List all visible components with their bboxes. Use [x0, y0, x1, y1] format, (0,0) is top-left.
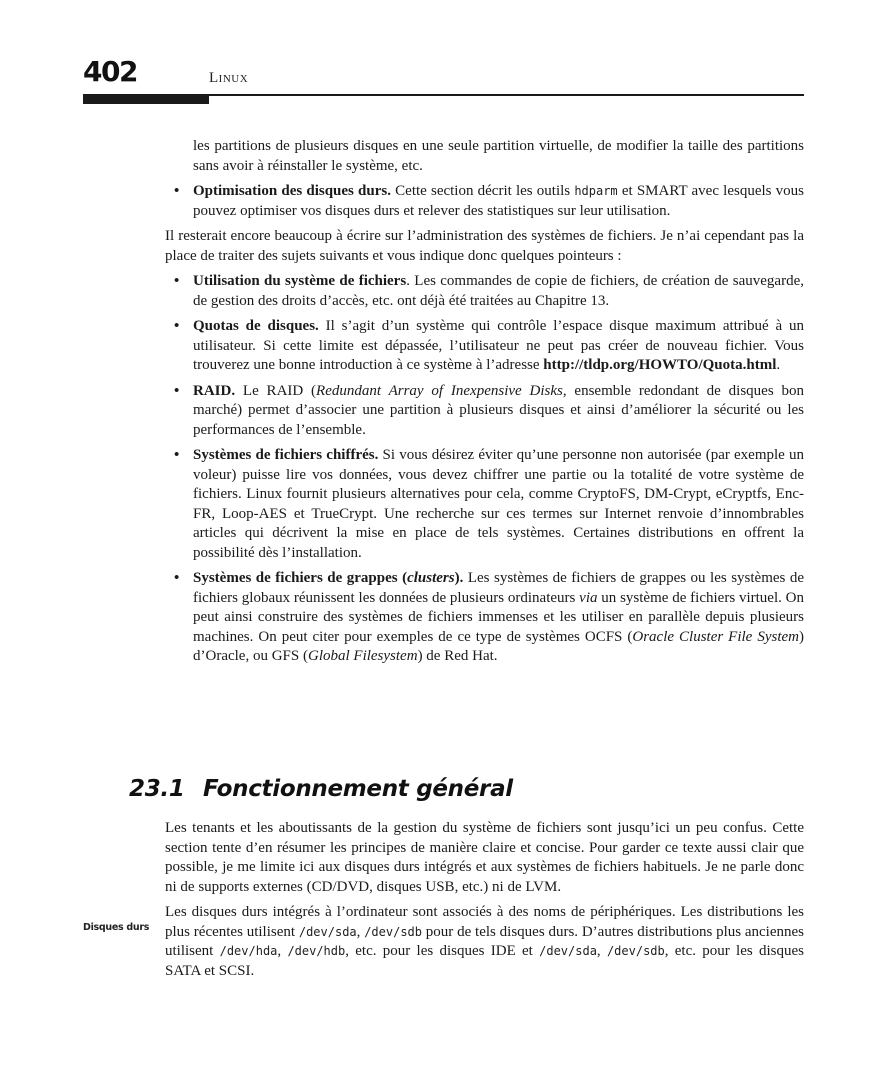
- list-item: [165, 182, 804, 221]
- item-text: Si vous désirez éviter qu’une personne non autorisée (par exemple un voleur) puisse lire vos données, vous devez chiffrer une partie ou la totalité de votre système de fichiers. Linux fournit plusieurs alternatives pour cela, comme CryptoFS, DM-Crypt, eCryptfs, Enc-FR, Loop-AES et TrueCrypt. Une recherche sur ces termes sur Internet renvoie d’innombrables articles qui décrivent la mise en place de tels systèmes. Certaines distributions en offrent la possibilité dès l’installation.: [193, 447, 804, 561]
- list-item: [165, 382, 804, 441]
- item-term: Utilisation du système de fichiers: [193, 273, 407, 289]
- inline-code: /dev/hda: [219, 944, 278, 958]
- list-item: [165, 446, 804, 563]
- item-text: Cette section décrit les outils: [390, 183, 575, 199]
- item-text: Le RAID (: [235, 382, 317, 399]
- item-text: Les systèmes de fichiers de grappes ou les systèmes de fichiers globaux réunissent les données de plusieurs ordinateurs: [193, 570, 804, 606]
- term-italic: clusters: [407, 570, 455, 586]
- item-text: ) de Red Hat.: [417, 648, 498, 664]
- item-text: un système de fichiers virtuel. On peut ainsi construire des systèmes de fichiers immenses et les utiliser en parallèle depuis plusieurs machines. On peut citer pour exemples de ce type de systèmes OCFS (: [193, 589, 804, 645]
- text-run: Les disques durs intégrés à l’ordinateur sont associés à des noms de périphériques. Les distributions les plus récentes utilisent: [165, 904, 804, 940]
- item-text: ) d’Oracle, ou GFS (: [193, 628, 804, 664]
- bullet-list: [165, 272, 804, 667]
- section-title: Fonctionnement général: [203, 776, 513, 802]
- text-run: ,: [596, 943, 607, 959]
- italic-term: Global Filesystem: [307, 648, 418, 664]
- italic-term: via: [579, 589, 598, 606]
- inline-code: /dev/sda: [539, 944, 597, 958]
- header-rule-bar: [83, 95, 209, 104]
- intro-continuation: les partitions de plusieurs disques en une seule partition virtuelle, de modifier la taille des partitions sans avoir à réinstaller le système, etc.: [193, 138, 804, 174]
- inline-code: /dev/sdb: [606, 944, 665, 958]
- running-title: Linux: [209, 70, 249, 86]
- text-run: pour de tels disques durs. D’autres distributions plus anciennes utilisent: [165, 923, 805, 959]
- item-term: [193, 570, 463, 586]
- term-part: ).: [454, 570, 464, 586]
- item-term: RAID.: [193, 382, 236, 399]
- url-link[interactable]: http://tldp.org/HOWTO/Quota.html: [543, 357, 777, 373]
- item-term: Quotas de disques.: [193, 318, 319, 334]
- list-item: [165, 272, 804, 311]
- list-item: [165, 569, 804, 667]
- term-part: Systèmes de fichiers de grappes (: [193, 570, 408, 586]
- margin-note: Disques durs: [83, 922, 150, 933]
- inline-code: /dev/hdb: [287, 944, 346, 958]
- text-run: , etc. pour les disques IDE et: [345, 943, 540, 959]
- page-number: 402: [83, 55, 137, 88]
- item-text: et SMART avec lesquels vous pouvez optimiser vos disques durs et relever des statistiques sur leur utilisation.: [193, 183, 804, 219]
- item-text: Il s’agit d’un système qui contrôle l’espace disque maximum attribué à un utilisateur. Si cette limite est dépassée, l’utilisateur ne peut pas créer de nouveau fichier. Vous trouverez une bonne introduction à ce système à l’adresse: [193, 318, 805, 373]
- italic-term: Redundant Array of Inexpensive Disks: [316, 382, 563, 399]
- text-run: ,: [356, 923, 365, 940]
- body-text: [165, 137, 804, 673]
- paragraph: Les tenants et les aboutissants de la gestion du système de fichiers sont jusqu’ici un peu confus. Cette section tente d’en résumer les principes de manière claire et concise. Pour garder ce texte aussi clair que possible, je me limite ici aux disques durs intégrés et aux systèmes de fichiers habituels. Je ne parle donc ni de supports externes (CD/DVD, disques USB, etc.) ni de LVM.: [165, 820, 804, 895]
- section-number: 23.1: [129, 776, 185, 802]
- bullet-list-top: [165, 182, 804, 221]
- item-text: .: [776, 357, 781, 373]
- list-item: [165, 317, 804, 376]
- inline-code: hdparm: [574, 184, 618, 198]
- inline-code: /dev/sdb: [364, 924, 422, 939]
- section-body: [165, 819, 804, 987]
- item-term: Systèmes de fichiers chiffrés.: [193, 447, 379, 463]
- paragraph: Il resterait encore beaucoup à écrire sur l’administration des systèmes de fichiers. Je n’ai cependant pas la place de traiter des sujets suivants et vous indique donc quelques pointeurs :: [165, 228, 804, 264]
- item-term: Optimisation des disques durs.: [193, 183, 391, 199]
- text-run: ,: [277, 943, 288, 959]
- inline-code: /dev/sda: [298, 924, 357, 939]
- item-text: . Les commandes de copie de fichiers, de création de sauvegarde, de gestion des droits d’accès, etc. ont déjà été traitées au Chapitre 13.: [193, 273, 804, 309]
- section-heading: [129, 776, 809, 802]
- item-text: , ensemble redondant de disques bon marché) permet d’associer une partition à plusieurs disques et ainsi d’améliorer la sécurité ou les performances de l’ensemble.: [193, 382, 804, 438]
- text-run: , etc. pour les disques SATA et SCSI.: [165, 943, 804, 979]
- paragraph-disques: [165, 903, 804, 981]
- italic-term: Oracle Cluster File System: [632, 628, 799, 645]
